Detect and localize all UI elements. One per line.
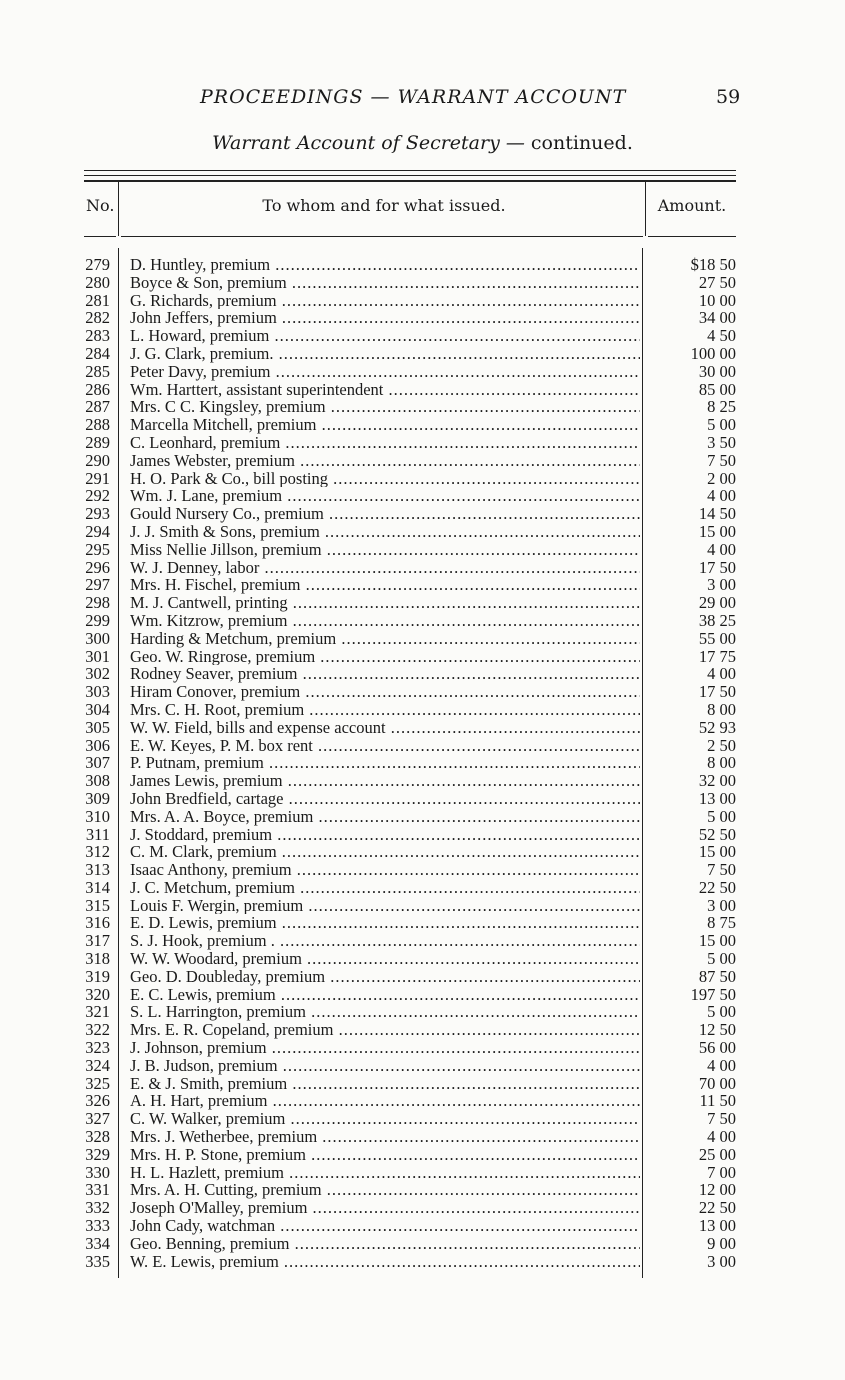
row-amount: 15 00: [698, 931, 736, 951]
row-amount: 4 00: [707, 539, 736, 559]
row-number: 303: [85, 682, 110, 702]
row-description: Wm. Harttert, assistant superintendent .....: [130, 381, 640, 399]
table-row: [0, 274, 845, 292]
row-description: J. Johnson, premium .....: [130, 1039, 640, 1057]
row-number: 333: [85, 1216, 110, 1236]
table-row: [0, 1092, 845, 1110]
row-amount: 87 50: [698, 966, 736, 986]
row-amount: 8 25: [707, 397, 736, 417]
table-row: [0, 1164, 845, 1182]
row-number: 285: [85, 361, 110, 381]
row-description: James Webster, premium .....: [130, 452, 640, 470]
row-number: 302: [85, 664, 110, 684]
row-number: 329: [85, 1144, 110, 1164]
row-description: Joseph O'Malley, premium .....: [130, 1199, 640, 1217]
row-amount: 13 00: [698, 788, 736, 808]
row-number: 291: [85, 468, 110, 488]
table-row: [0, 808, 845, 826]
header-underline-no: [84, 236, 116, 237]
row-amount: 29 00: [698, 593, 736, 613]
column-header-description: To whom and for what issued.: [262, 196, 506, 215]
row-number: 284: [85, 343, 110, 363]
table-row: [0, 1128, 845, 1146]
row-number: 321: [85, 1002, 110, 1022]
row-number: 325: [85, 1073, 110, 1093]
row-amount: 4 00: [707, 1127, 736, 1147]
row-description: Harding & Metchum, premium .....: [130, 630, 640, 648]
row-number: 335: [85, 1251, 110, 1271]
row-number: 330: [85, 1162, 110, 1182]
page-number: 59: [716, 86, 741, 108]
row-amount: 4 00: [707, 664, 736, 684]
row-amount: 52 50: [698, 824, 736, 844]
row-description: C. W. Walker, premium .....: [130, 1110, 640, 1128]
table-row: [0, 256, 845, 274]
table-row: [0, 826, 845, 844]
table-row: [0, 345, 845, 363]
row-description: Geo. D. Doubleday, premium .....: [130, 968, 640, 986]
row-description: James Lewis, premium .....: [130, 772, 640, 790]
row-number: 308: [85, 771, 110, 791]
table-row: [0, 576, 845, 594]
row-amount: 5 00: [707, 415, 736, 435]
table-row: [0, 1003, 845, 1021]
row-amount: 55 00: [698, 628, 736, 648]
row-number: 327: [85, 1109, 110, 1129]
header-underline-amount: [648, 236, 736, 237]
row-amount: 12 50: [698, 1020, 736, 1040]
row-description: Miss Nellie Jillson, premium .....: [130, 541, 640, 559]
row-description: Geo. W. Ringrose, premium .....: [130, 648, 640, 666]
row-description: J. J. Smith & Sons, premium .....: [130, 523, 640, 541]
row-description: Hiram Conover, premium .....: [130, 683, 640, 701]
table-row: [0, 879, 845, 897]
row-number: 293: [85, 504, 110, 524]
table-row: [0, 968, 845, 986]
table-row: [0, 434, 845, 452]
row-amount: 5 00: [707, 1002, 736, 1022]
row-number: 292: [85, 486, 110, 506]
row-description: W. W. Woodard, premium .....: [130, 950, 640, 968]
table-row: [0, 1021, 845, 1039]
row-description: L. Howard, premium .....: [130, 327, 640, 345]
row-description: Mrs. J. Wetherbee, premium .....: [130, 1128, 640, 1146]
row-amount: 8 00: [707, 699, 736, 719]
row-amount: 85 00: [698, 379, 736, 399]
table-row: [0, 1253, 845, 1271]
row-amount: 32 00: [698, 771, 736, 791]
row-number: 297: [85, 575, 110, 595]
row-description: W. J. Denney, labor .....: [130, 559, 640, 577]
row-description: Mrs. H. Fischel, premium .....: [130, 576, 640, 594]
row-amount: 4 50: [707, 326, 736, 346]
row-number: 311: [85, 824, 110, 844]
table-row: [0, 1217, 845, 1235]
row-number: 313: [85, 860, 110, 880]
row-amount: 22 50: [698, 877, 736, 897]
row-amount: 2 50: [707, 735, 736, 755]
row-amount: 4 00: [707, 486, 736, 506]
row-amount: 7 50: [707, 1109, 736, 1129]
table-row: [0, 1235, 845, 1253]
row-description: J. C. Metchum, premium .....: [130, 879, 640, 897]
row-amount: 7 50: [707, 860, 736, 880]
row-amount: 12 00: [698, 1180, 736, 1200]
row-number: 296: [85, 557, 110, 577]
table-row: [0, 665, 845, 683]
row-amount: 5 00: [707, 949, 736, 969]
row-description: John Jeffers, premium .....: [130, 309, 640, 327]
row-description: H. O. Park & Co., bill posting .....: [130, 470, 640, 488]
row-description: S. J. Hook, premium . .....: [130, 932, 640, 950]
row-number: 331: [85, 1180, 110, 1200]
subtitle-italic: Warrant Account of Secretary —: [212, 132, 525, 154]
row-amount: 27 50: [698, 272, 736, 292]
row-description: E. C. Lewis, premium .....: [130, 986, 640, 1004]
table-row: [0, 986, 845, 1004]
row-description: Mrs. H. P. Stone, premium .....: [130, 1146, 640, 1164]
row-description: J. Stoddard, premium .....: [130, 826, 640, 844]
row-amount: 15 00: [698, 842, 736, 862]
row-description: A. H. Hart, premium .....: [130, 1092, 640, 1110]
row-amount: 30 00: [698, 361, 736, 381]
row-description: H. L. Hazlett, premium .....: [130, 1164, 640, 1182]
table-row: [0, 398, 845, 416]
table-row: [0, 327, 845, 345]
row-number: 326: [85, 1091, 110, 1111]
row-description: W. E. Lewis, premium .....: [130, 1253, 640, 1271]
row-description: C. M. Clark, premium .....: [130, 843, 640, 861]
row-amount: 15 00: [698, 521, 736, 541]
table-row: [0, 754, 845, 772]
table-row: [0, 612, 845, 630]
row-amount: 34 00: [698, 308, 736, 328]
row-description: Mrs. E. R. Copeland, premium .....: [130, 1021, 640, 1039]
row-description: Wm. J. Lane, premium .....: [130, 487, 640, 505]
table-row: [0, 470, 845, 488]
table-row: [0, 1057, 845, 1075]
row-number: 320: [85, 984, 110, 1004]
row-number: 310: [85, 806, 110, 826]
row-number: 290: [85, 450, 110, 470]
subtitle-continued: continued.: [524, 132, 633, 154]
row-number: 286: [85, 379, 110, 399]
row-number: 301: [85, 646, 110, 666]
table-row: [0, 1039, 845, 1057]
row-description: Mrs. C C. Kingsley, premium .....: [130, 398, 640, 416]
row-amount: 70 00: [698, 1073, 736, 1093]
row-amount: 7 50: [707, 450, 736, 470]
row-number: 332: [85, 1198, 110, 1218]
row-description: S. L. Harrington, premium .....: [130, 1003, 640, 1021]
table-row: [0, 594, 845, 612]
row-description: John Bredfield, cartage .....: [130, 790, 640, 808]
table-row: [0, 505, 845, 523]
row-amount: 100 00: [690, 343, 736, 363]
row-number: 289: [85, 432, 110, 452]
column-header-no: No.: [86, 196, 115, 215]
table-row: [0, 309, 845, 327]
row-amount: 9 00: [707, 1233, 736, 1253]
row-number: 299: [85, 610, 110, 630]
row-description: Mrs. C. H. Root, premium .....: [130, 701, 640, 719]
row-amount: 14 50: [698, 504, 736, 524]
table-row: [0, 701, 845, 719]
row-description: W. W. Field, bills and expense account .....: [130, 719, 640, 737]
row-description: Peter Davy, premium .....: [130, 363, 640, 381]
row-description: E. W. Keyes, P. M. box rent .....: [130, 737, 640, 755]
column-header-amount: Amount.: [657, 196, 727, 215]
row-description: Gould Nursery Co., premium .....: [130, 505, 640, 523]
row-number: 306: [85, 735, 110, 755]
top-rule: [84, 170, 736, 171]
row-amount: 11 50: [699, 1091, 736, 1111]
table-row: [0, 950, 845, 968]
row-number: 322: [85, 1020, 110, 1040]
table-row: [0, 452, 845, 470]
row-amount: 2 00: [707, 468, 736, 488]
row-description: Louis F. Wergin, premium .....: [130, 897, 640, 915]
row-amount: 52 93: [698, 717, 736, 737]
table-row: [0, 719, 845, 737]
row-description: Mrs. A. A. Boyce, premium .....: [130, 808, 640, 826]
row-number: 319: [85, 966, 110, 986]
row-amount: 25 00: [698, 1144, 736, 1164]
row-description: C. Leonhard, premium .....: [130, 434, 640, 452]
table-row: [0, 363, 845, 381]
running-title: PROCEEDINGS — WARRANT ACCOUNT: [200, 86, 627, 108]
table-row: [0, 737, 845, 755]
row-description: Geo. Benning, premium .....: [130, 1235, 640, 1253]
row-description: John Cady, watchman .....: [130, 1217, 640, 1235]
row-number: 318: [85, 949, 110, 969]
row-number: 282: [85, 308, 110, 328]
row-amount: 38 25: [698, 610, 736, 630]
table-row: [0, 541, 845, 559]
row-description: E. & J. Smith, premium .....: [130, 1075, 640, 1093]
table-row: [0, 843, 845, 861]
row-amount: 56 00: [698, 1038, 736, 1058]
row-description: Isaac Anthony, premium .....: [130, 861, 640, 879]
row-number: 315: [85, 895, 110, 915]
table-row: [0, 897, 845, 915]
table-row: [0, 523, 845, 541]
row-number: 283: [85, 326, 110, 346]
row-description: Marcella Mitchell, premium .....: [130, 416, 640, 434]
row-amount: 17 75: [698, 646, 736, 666]
row-number: 288: [85, 415, 110, 435]
row-number: 279: [85, 255, 110, 274]
table-row: [0, 292, 845, 310]
row-number: 328: [85, 1127, 110, 1147]
row-description: P. Putnam, premium .....: [130, 754, 640, 772]
row-description: Wm. Kitzrow, premium .....: [130, 612, 640, 630]
top-rule-double: [84, 175, 736, 176]
table-row: [0, 772, 845, 790]
row-number: 298: [85, 593, 110, 613]
row-amount: 3 00: [707, 575, 736, 595]
row-number: 316: [85, 913, 110, 933]
table-row: [0, 1110, 845, 1128]
row-description: D. Huntley, premium .....: [130, 256, 640, 274]
table-row: [0, 790, 845, 808]
row-amount: 13 00: [698, 1216, 736, 1236]
row-description: Rodney Seaver, premium .....: [130, 665, 640, 683]
row-number: 281: [85, 290, 110, 310]
row-amount: 4 00: [707, 1055, 736, 1075]
row-number: 307: [85, 753, 110, 773]
table-row: [0, 559, 845, 577]
header-divider-left: [118, 181, 119, 236]
row-number: 323: [85, 1038, 110, 1058]
table-row: [0, 1146, 845, 1164]
row-amount: 7 00: [707, 1162, 736, 1182]
table-row: [0, 1199, 845, 1217]
row-description: Boyce & Son, premium .....: [130, 274, 640, 292]
row-amount: 10 00: [698, 290, 736, 310]
row-description: J. G. Clark, premium. .....: [130, 345, 640, 363]
row-amount: 8 00: [707, 753, 736, 773]
table-top-border: [84, 180, 736, 182]
row-amount: 197 50: [690, 984, 736, 1004]
row-number: 312: [85, 842, 110, 862]
row-amount: 8 75: [707, 913, 736, 933]
table-row: [0, 381, 845, 399]
table-row: [0, 1075, 845, 1093]
row-number: 314: [85, 877, 110, 897]
row-number: 280: [85, 272, 110, 292]
row-description: M. J. Cantwell, printing .....: [130, 594, 640, 612]
table-row: [0, 932, 845, 950]
row-description: Mrs. A. H. Cutting, premium .....: [130, 1181, 640, 1199]
row-amount: 3 00: [707, 1251, 736, 1271]
row-number: 324: [85, 1055, 110, 1075]
row-amount: 17 50: [698, 557, 736, 577]
row-number: 309: [85, 788, 110, 808]
row-amount: 3 00: [707, 895, 736, 915]
table-row: [0, 914, 845, 932]
row-number: 317: [85, 931, 110, 951]
row-number: 305: [85, 717, 110, 737]
table-row: [0, 648, 845, 666]
row-description: G. Richards, premium .....: [130, 292, 640, 310]
table-row: [0, 630, 845, 648]
table-row: [0, 1181, 845, 1199]
row-description: E. D. Lewis, premium .....: [130, 914, 640, 932]
row-number: 287: [85, 397, 110, 417]
row-amount: 3 50: [707, 432, 736, 452]
row-number: 334: [85, 1233, 110, 1253]
warrant-table-body: [0, 256, 845, 1270]
row-amount: $18 50: [690, 255, 736, 274]
table-row: [0, 683, 845, 701]
row-amount: 17 50: [698, 682, 736, 702]
row-number: 295: [85, 539, 110, 559]
table-row: [0, 861, 845, 879]
row-number: 304: [85, 699, 110, 719]
table-row: [0, 487, 845, 505]
row-number: 294: [85, 521, 110, 541]
row-amount: 22 50: [698, 1198, 736, 1218]
header-underline-description: [121, 236, 643, 237]
table-subtitle: [0, 132, 845, 154]
row-number: 300: [85, 628, 110, 648]
row-amount: 5 00: [707, 806, 736, 826]
row-description: J. B. Judson, premium .....: [130, 1057, 640, 1075]
table-row: [0, 416, 845, 434]
